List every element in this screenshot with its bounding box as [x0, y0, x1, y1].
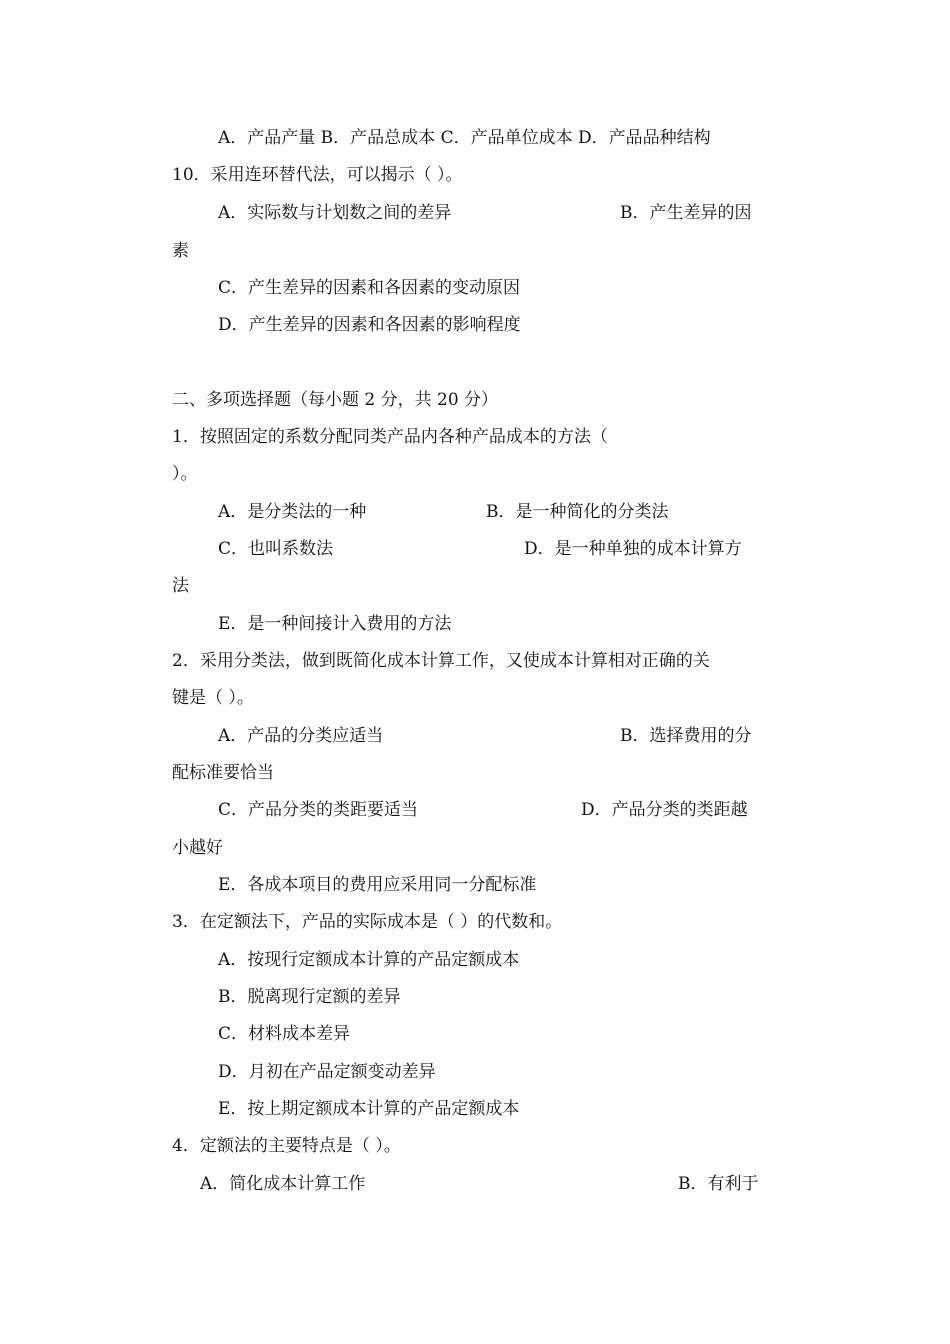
m1-option-b: B．是一种简化的分类法: [486, 502, 669, 522]
m2-option-d: D．产品分类的类距越: [581, 800, 748, 820]
m2-option-a: A．产品的分类应适当: [218, 726, 384, 746]
m2-stem-cont: 键是（ ）。: [172, 688, 254, 708]
q10-stem: 10．采用连环替代法，可以揭示（ ）。: [172, 165, 463, 185]
m3-stem: 3．在定额法下，产品的实际成本是（ ）的代数和。: [172, 912, 563, 932]
m4-stem: 4．定额法的主要特点是（ ）。: [172, 1136, 401, 1156]
m2-option-b: B．选择费用的分: [620, 726, 752, 746]
m4-option-a: A．简化成本计算工作: [200, 1174, 366, 1194]
m3-option-b: B．脱离现行定额的差异: [218, 987, 401, 1007]
section-title: 二、多项选择题（每小题 2 分，共 20 分）: [172, 390, 499, 410]
m2-option-b-cont: 配标准要恰当: [172, 763, 274, 783]
m4-option-b: B．有利于: [678, 1174, 759, 1194]
m3-option-a: A．按现行定额成本计算的产品定额成本: [218, 950, 520, 970]
m3-option-d: D．月初在产品定额变动差异: [218, 1062, 436, 1082]
m1-stem-cont: ）。: [172, 464, 198, 484]
m2-option-d-cont: 小越好: [172, 838, 223, 858]
q10-option-a: A．实际数与计划数之间的差异: [218, 203, 452, 223]
m2-option-e: E．各成本项目的费用应采用同一分配标准: [218, 875, 537, 895]
m1-option-a: A．是分类法的一种: [218, 502, 367, 522]
q10-option-b-cont: 素: [172, 241, 189, 261]
m2-option-c: C．产品分类的类距要适当: [218, 800, 419, 820]
q10-option-b: B．产生差异的因: [620, 203, 752, 223]
m1-option-c: C．也叫系数法: [218, 539, 334, 559]
m1-option-d: D．是一种单独的成本计算方: [524, 539, 742, 559]
m3-option-c: C．材料成本差异: [218, 1024, 351, 1044]
m2-stem: 2．采用分类法，做到既简化成本计算工作，又使成本计算相对正确的关: [172, 651, 710, 671]
m3-option-e: E．按上期定额成本计算的产品定额成本: [218, 1099, 520, 1119]
q10-option-c: C．产生差异的因素和各因素的变动原因: [218, 278, 521, 298]
m1-option-d-cont: 法: [172, 576, 189, 596]
q10-option-d: D．产生差异的因素和各因素的影响程度: [218, 315, 521, 335]
q9-options: A．产品产量 B．产品总成本 C．产品单位成本 D．产品品种结构: [218, 128, 711, 148]
m1-option-e: E．是一种间接计入费用的方法: [218, 614, 452, 634]
m1-stem: 1．按照固定的系数分配同类产品内各种产品成本的方法（: [172, 427, 608, 447]
